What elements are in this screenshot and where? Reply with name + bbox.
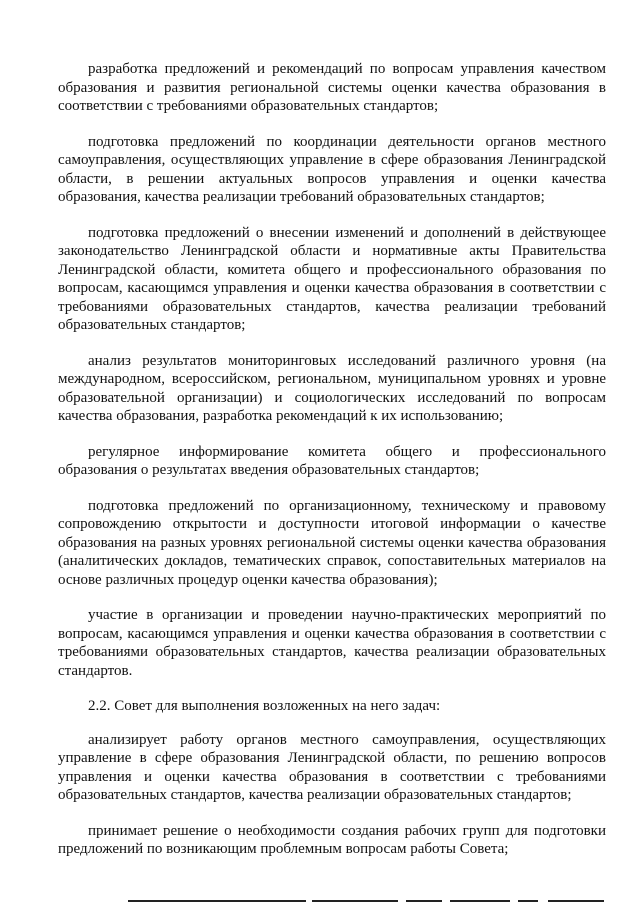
paragraph-legislation-changes: подготовка предложений о внесении изменений и дополнений в действующее законодательство Ленинградской области и нормативные акты Правительства Ленинградской области, комитета общего и профессионального образования по вопросам, касающимся управления и оценки качества образования в соответствии с требованиями образовательных стандартов, качества реализации требований образовательных стандартов; [58,224,606,333]
scan-line-segment [312,900,398,902]
paragraph-working-groups: принимает решение о необходимости создания рабочих групп для подготовки предложений по возникающим проблемным вопросам работы Совета; [58,822,606,857]
scan-line-segment [128,900,306,902]
paragraph-section-2-2-heading: 2.2. Совет для выполнения возложенных на него задач: [88,698,441,714]
paragraph-quality-recommendations: разработка предложений и рекомендаций по вопросам управления качеством образования и развития региональной системы оценки качества образования в соответствии с требованиями образовательных стандартов; [58,61,606,114]
paragraph-openness-support: подготовка предложений по организационному, техническому и правовому сопровождению открытости и доступности итоговой информации о качестве образования на разных уровнях региональной системы оценки качества образования (аналитических докладов, тематических справок, сопоставительных материалов на основе различных процедур оценки качества образования); [58,497,606,588]
scan-line-segment [450,900,510,902]
scan-line-segment [548,900,604,902]
paragraph-monitoring-analysis: анализ результатов мониторинговых исследований различного уровня (на международном, всероссийском, региональном, муниципальном уровнях и уровне образовательной организации) и социологических исследований по вопросам качества образования, разработка рекомендаций к их использованию; [58,352,606,424]
paragraph-regular-informing: регулярное информирование комитета общего и профессионального образования о результатах введения образовательных стандартов; [58,443,606,478]
scan-line-segment [406,900,442,902]
paragraph-analyzes-work: анализирует работу органов местного самоуправления, осуществляющих управление в сфере образования Ленинградской области, по решению вопросов управления и оценки качества образования в соответствии с требованиями образовательных стандартов, качества реализации образовательных стандартов; [58,731,606,803]
scan-bottom-edge-artifact [0,891,640,905]
document-body [58,60,606,859]
paragraph-coordination-proposals: подготовка предложений по координации деятельности органов местного самоуправления, осуществляющих управление в сфере образования Ленинградской области, в решении актуальных вопросов управления и оценки качества образования, качества реализации требований образовательных стандартов; [58,133,606,205]
scan-line-segment [518,900,538,902]
paragraph-scientific-events: участие в организации и проведении научно-практических мероприятий по вопросам, касающимся управления и оценки качества образования в соответствии с требованиями образовательных стандартов, качества реализации образовательных стандартов. [58,607,606,679]
